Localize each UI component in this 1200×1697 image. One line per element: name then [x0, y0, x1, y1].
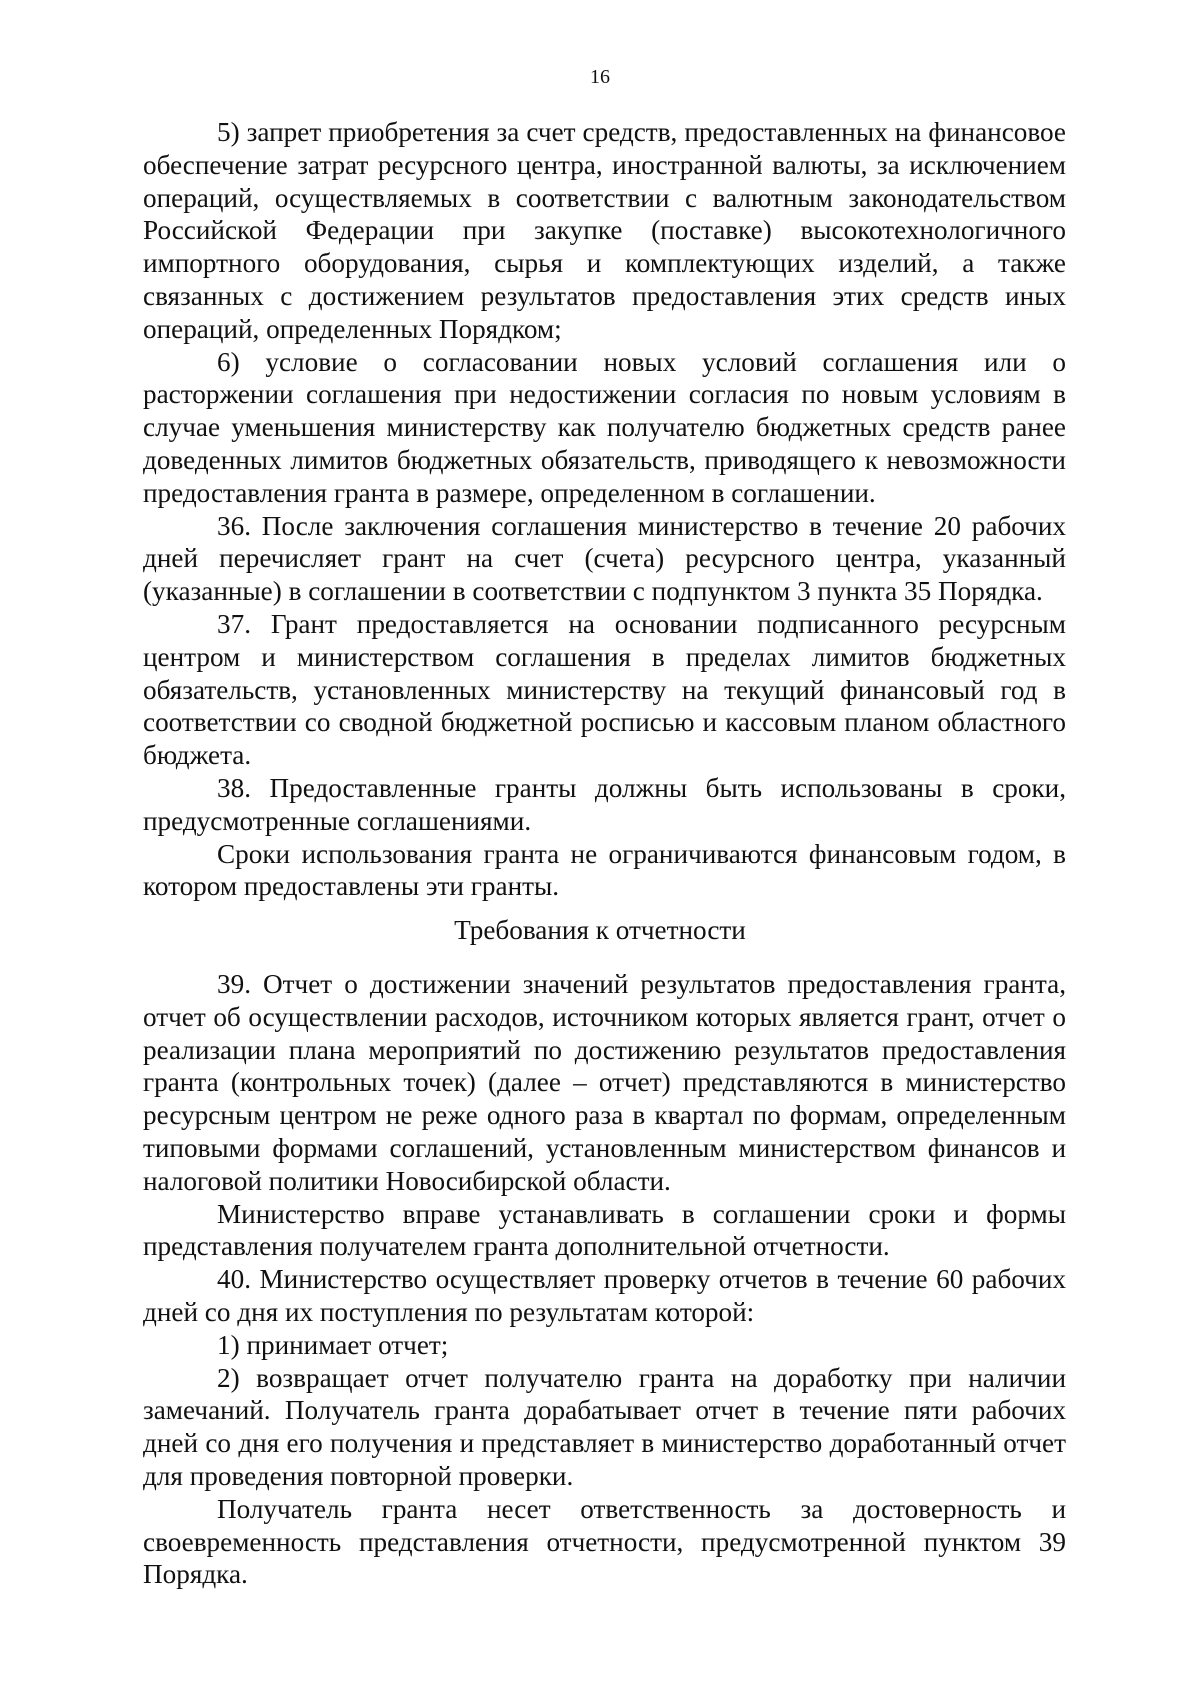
paragraph-40-item-2: 2) возвращает отчет получателю гранта на доработку при наличии замечаний. Получатель гранта дорабатывает отчет в течение пяти рабочих дней со дня его получения и представляет в министерство доработанный отчет для проведения повторной проверки.	[143, 1362, 1066, 1491]
text-block-before-heading	[143, 116, 1066, 903]
section-heading: Требования к отчетности	[454, 915, 746, 945]
paragraph-38: 38. Предоставленные гранты должны быть использованы в сроки, предусмотренные соглашениями.	[143, 772, 1066, 836]
paragraph-39-continuation: Министерство вправе устанавливать в соглашении сроки и формы представления получателем гранта дополнительной отчетности.	[143, 1198, 1066, 1262]
paragraph-40: 40. Министерство осуществляет проверку отчетов в течение 60 рабочих дней со дня их поступления по результатам которой:	[143, 1264, 1066, 1327]
paragraph-38-continuation: Сроки использования гранта не ограничиваются финансовым годом, в котором предоставлены эти гранты.	[143, 838, 1066, 902]
page-number: 16	[590, 66, 610, 88]
paragraph-40-item-1: 1) принимает отчет;	[217, 1329, 449, 1360]
paragraph-responsibility: Получатель гранта несет ответственность за достоверность и своевременность представления отчетности, предусмотренной пунктом 39 Порядка.	[143, 1493, 1066, 1590]
paragraph-item-5: 5) запрет приобретения за счет средств, предоставленных на финансовое обеспечение затрат ресурсного центра, иностранной валюты, за исключением операций, осуществляемых в соответствии с валютным законодательством Российской Федерации при закупке (поставке) высокотехнологичного импортного оборудования, сырья и комплектующих изделий, а также связанных с достижением результатов предоставления этих средств иных операций, определенных Порядком;	[143, 117, 1066, 344]
paragraph-37: 37. Грант предоставляется на основании подписанного ресурсным центром и министерством соглашения в пределах лимитов бюджетных обязательств, установленных министерству на текущий финансовый год в соответствии со сводной бюджетной росписью и кассовым планом областного бюджета.	[143, 608, 1066, 771]
paragraph-36: 36. После заключения соглашения министерство в течение 20 рабочих дней перечисляет грант на счет (счета) ресурсного центра, указанный (указанные) в соглашении в соответствии с подпунктом 3 пункта 35 Порядка.	[143, 510, 1066, 607]
paragraph-item-6: 6) условие о согласовании новых условий соглашения или о расторжении соглашения при недостижении согласия по новым условиям в случае уменьшения министерству как получателю бюджетных средств ранее доведенных лимитов бюджетных обязательств, приводящего к невозможности предоставления гранта в размере, определенном в соглашении.	[143, 346, 1066, 508]
paragraph-39: 39. Отчет о достижении значений результатов предоставления гранта, отчет об осуществлении расходов, источником которых является грант, отчет о реализации плана мероприятий по достижению результатов предоставления гранта (контрольных точек) (далее – отчет) представляются в министерство ресурсным центром не реже одного раза в квартал по формам, определенным типовыми формами соглашений, установленным министерством финансов и налоговой политики Новосибирской области.	[143, 969, 1066, 1196]
text-block-after-heading	[143, 968, 1066, 1591]
